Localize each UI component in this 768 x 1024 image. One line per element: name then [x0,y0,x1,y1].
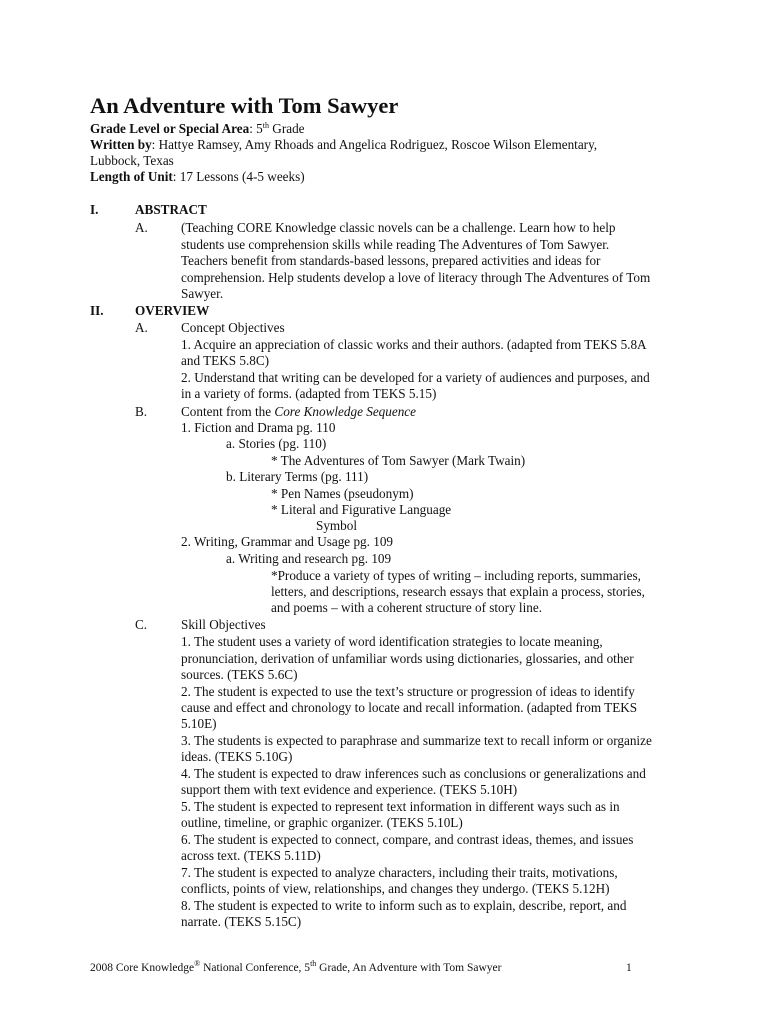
subsection-title [181,404,416,420]
objective-line: 1. Acquire an appreciation of classic works and their authors. (adapted from TEKS 5.8A [181,337,647,352]
subsection-label: A. [135,320,148,335]
written-by-value: : Hattye Ramsey, Amy Rhoads and Angelica Rodriguez, Roscoe Wilson Elementary, [151,137,598,152]
section-number: I. [90,202,99,217]
skill-line: outline, timeline, or graphic organizer. (TEKS 5.10L) [181,815,463,830]
grade-level-value: : 5 [249,121,263,136]
written-by-line-2: Lubbock, Texas [90,153,174,168]
abstract-line: comprehension. Help students develop a love of literacy through The Adventures of Tom [181,270,651,285]
footer-superscript: th [310,959,317,968]
content-line: * Literal and Figurative Language [271,502,452,517]
document-title: An Adventure with Tom Sawyer [90,93,399,118]
skill-line: 7. The student is expected to analyze characters, including their traits, motivations, [181,865,618,880]
subsection-label: B. [135,404,148,419]
grade-level-label: Grade Level or Special Area [90,121,250,136]
objective-line: in a variety of forms. (adapted from TEKS 5.15) [181,386,437,401]
skill-line: conflicts, points of view, relationships, and changes they undergo. (TEKS 5.12H) [181,881,610,896]
grade-level-line [90,121,597,137]
skill-line: 8. The student is expected to write to inform such as to explain, describe, report, and [181,898,627,913]
abstract-line: students use comprehension skills while reading The Adventures of Tom Sawyer. [181,237,610,252]
content-line: *Produce a variety of types of writing – including reports, summaries, [271,568,641,583]
content-line: b. Literary Terms (pg. 111) [226,469,369,484]
skill-line: 6. The student is expected to connect, compare, and contrast ideas, themes, and issues [181,832,634,847]
footer-text: 2008 Core Knowledge [90,962,195,974]
footer-text: Grade, An Adventure with Tom Sawyer [316,962,502,974]
skill-line: across text. (TEKS 5.11D) [181,848,321,863]
abstract-line: (Teaching CORE Knowledge classic novels can be a challenge. Learn how to help [181,220,616,235]
sequence-title-italic: Core Knowledge Sequence [274,404,417,419]
content-line: a. Writing and research pg. 109 [226,551,392,566]
length-of-unit-line [90,169,597,185]
subsection-title: Concept Objectives [181,320,285,335]
abstract-line: Sawyer. [181,286,224,301]
page-footer [90,959,502,974]
content-line: * Pen Names (pseudonym) [271,486,414,501]
skill-line: 5.10E) [181,716,217,731]
length-of-unit-label: Length of Unit [90,169,173,184]
section-heading: ABSTRACT [135,202,207,217]
content-line: and poems – with a coherent structure of story line. [271,600,543,615]
skill-line: 3. The students is expected to paraphrase and summarize text to recall inform or organize [181,733,652,748]
section-number: II. [90,303,104,318]
grade-level-suffix: Grade [269,121,305,136]
grade-superscript: th [262,121,269,130]
skill-line: 1. The student uses a variety of word identification strategies to locate meaning, [181,634,603,649]
subsection-title-text: Content from the [181,404,275,419]
skill-line: 4. The student is expected to draw inferences such as conclusions or generalizations and [181,766,646,781]
skill-line: ideas. (TEKS 5.10G) [181,749,293,764]
skill-line: 2. The student is expected to use the text’s structure or progression of ideas to identify [181,684,635,699]
skill-line: support them with text evidence and experience. (TEKS 5.10H) [181,782,518,797]
skill-line: sources. (TEKS 5.6C) [181,667,298,682]
written-by-line [90,137,597,153]
content-line: Symbol [316,518,358,533]
written-by-label: Written by [90,137,152,152]
subsection-label: A. [135,220,148,235]
length-of-unit-value: : 17 Lessons (4-5 weeks) [172,169,305,184]
skill-line: pronunciation, derivation of unfamiliar words using dictionaries, glossaries, and other [181,651,634,666]
content-line: 1. Fiction and Drama pg. 110 [181,420,336,435]
registered-mark: ® [194,959,201,968]
abstract-line: Teachers benefit from standards-based lessons, prepared activities and ideas for [181,253,601,268]
content-line: letters, and descriptions, research essays that explain a process, stories, [271,584,645,599]
skill-line: narrate. (TEKS 5.15C) [181,914,302,929]
skill-line: 5. The student is expected to represent text information in different ways such as in [181,799,620,814]
content-line: a. Stories (pg. 110) [226,436,327,451]
subsection-title: Skill Objectives [181,617,266,632]
content-line: * The Adventures of Tom Sawyer (Mark Twain) [271,453,526,468]
objective-line: 2. Understand that writing can be developed for a variety of audiences and purposes, and [181,370,650,385]
skill-line: cause and effect and chronology to locate and recall information. (adapted from TEKS [181,700,638,715]
objective-line: and TEKS 5.8C) [181,353,270,368]
content-line: 2. Writing, Grammar and Usage pg. 109 [181,534,394,549]
page-number: 1 [626,962,632,974]
footer-text: National Conference, 5 [200,962,311,974]
section-heading: OVERVIEW [135,303,210,318]
subsection-label: C. [135,617,148,632]
unit-metadata [90,121,597,185]
